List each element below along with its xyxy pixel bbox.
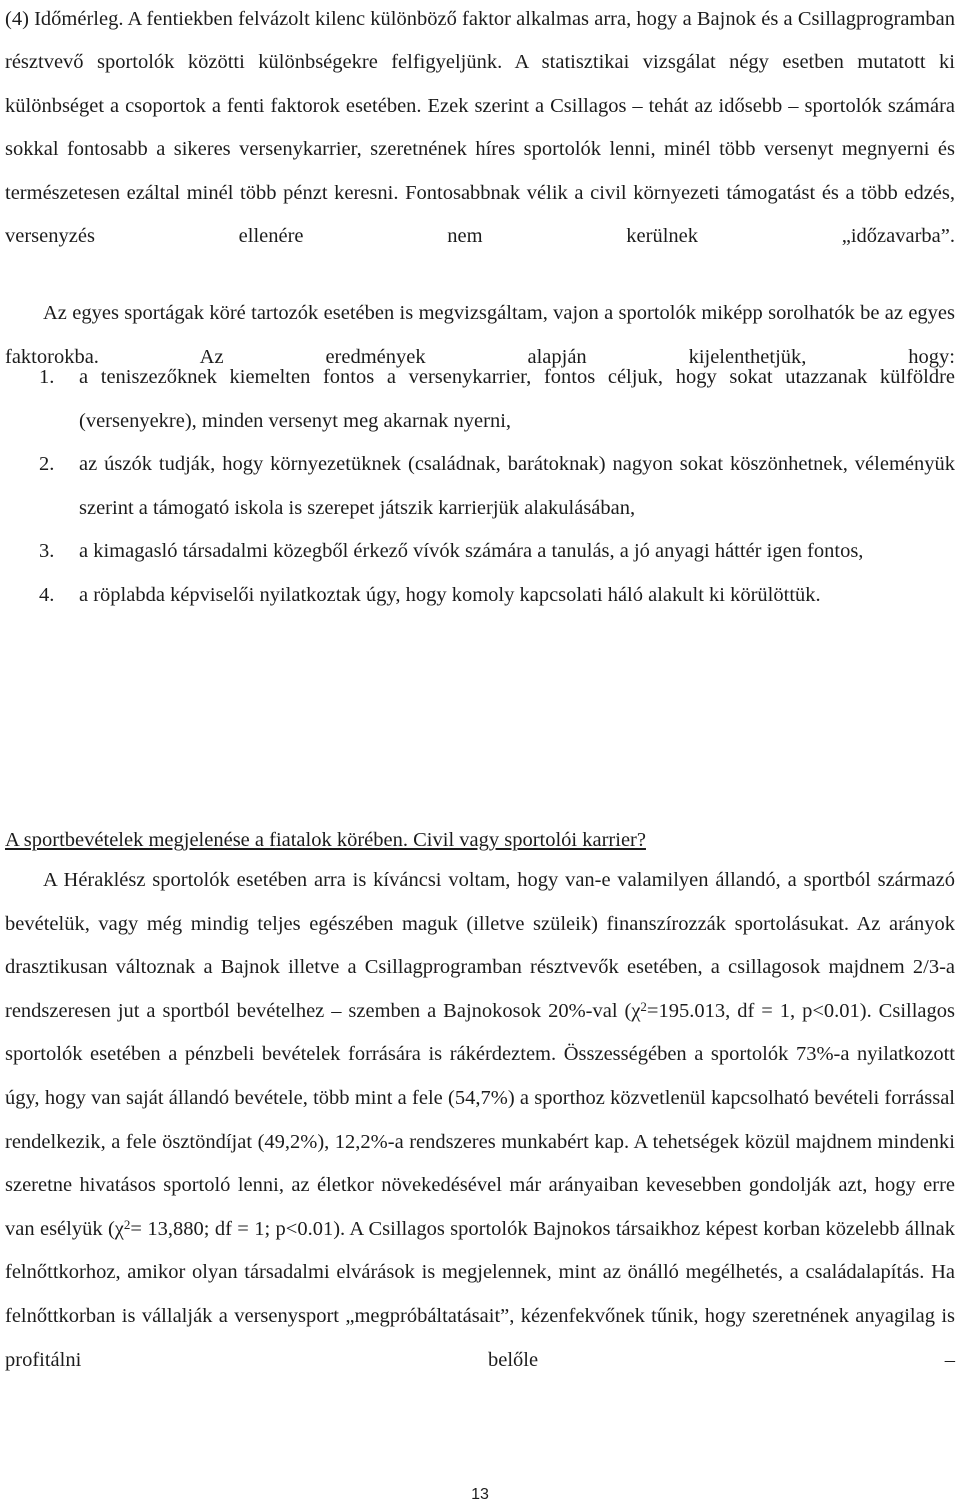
paragraph-sports-income [5,859,955,1382]
list-item [5,443,955,530]
list-item-text: a teniszezőknek kiemelten fontos a versenykarrier, fontos céljuk, hogy sokat utazzanak külföldre (versenyekre), minden versenyt meg akarnak nyerni, [79,366,955,432]
time-balance-support: Fontosabbnak vélik a civil környezeti támogatást és a több edzés, versenyzés ellenére nem kerülnek „időzavarba”. [5,181,956,248]
time-balance-intro: (4) Időmérleg. A fentiekben felvázolt kilenc különböző faktor alkalmas arra, hogy a Bajnok és a Csillagprogramban résztvevő sportolók közötti különbségekre felfigyeljünk. A statisztikai vizsgálat négy esetben mutatott ki különbséget a csoportok a fenti faktorok esetében. [5,8,955,117]
time-balance-findings: Ezek szerint a Csillagos – tehát az idősebb – sportolók számára sokkal fontosabb a sikeres versenykarrier, szeretnének híres sportolók lenni, minél több versenyt megnyerni és természetesen ezáltal minél több pénzt keresni. [5,94,956,204]
chi-square-superscript: 2 [640,998,647,1014]
list-item [5,530,955,574]
list-item-number: 4. [39,583,55,606]
sports-factors-intro: Az egyes sportágak köré tartozók esetében is megvizsgáltam, vajon a sportolók miképp sorolhatók be az egyes faktorokba. [5,302,955,368]
paragraph-time-balance [5,0,955,258]
section-heading: A sportbevételek megjelenése a fiatalok körében. Civil vagy sportolói karrier? [5,829,646,851]
sports-income-text-b: =195.013, df = 1, p<0.01). Csillagos sportolók esetében a pénzbeli bevételek forrására is rákérdeztem. Összességében a sportolók 73%-a nyilatkozott úgy, hogy van saját állandó bevétele, több mint a fele (54,7%) a sporthoz közvetlenül kapcsolható bevételi forrással rendelkezik, a fele ösztöndíjat (49,2%), 12,2%-a rendszeres munkabért kap. A tehetségek közül majdnem mindenki szeretne hivatásos sportoló lenni, az életkor növekedésével már arányaiban kevesebben gondolják azt, hogy erre van esélyük (χ [5,999,956,1240]
sports-factors-lead: Az eredmények alapján kijelenthetjük, hogy: [199,345,955,368]
list-item [5,356,955,443]
sports-income-text-c: = 13,880; df = 1; p<0.01). A Csillagos sportolók Bajnokos társaikhoz képest korban közelebb állnak felnőttkorhoz, amikor olyan társadalmi elvárások is megjelennek, mint az önálló megélhetés, a családalapítás. Ha felnőttkorban is vállalják a versenysport „megpróbáltatásait”, kézenfekvőnek tűnik, hogy szeretnének anyagilag is profitálni belőle – [5,1217,955,1371]
page-number: 13 [471,1486,489,1503]
findings-list [5,356,955,617]
list-item-text: a kimagasló társadalmi közegből érkező vívók számára a tanulás, a jó anyagi háttér igen fontos, [79,540,864,562]
chi-square-superscript: 2 [123,1216,131,1232]
list-item-number: 3. [39,540,55,562]
list-item-text: a röplabda képviselői nyilatkoztak úgy, hogy komoly kapcsolati háló alakult ki körülöttük. [79,583,821,606]
sports-income-text-a: A Héraklész sportolók esetében arra is kíváncsi voltam, hogy van-e valamilyen állandó, a sportból származó bevételük, vagy még mindig teljes egészében maguk (illetve szüleik) finanszírozzák sportolásukat. Az arányok drasztikusan változnak a Bajnok illetve a Csillagprogramban résztvevők esetében, a csillagosok majdnem 2/3-a rendszeresen jut a sportból bevételhez – szemben a Bajnokosok 20%-val (χ [5,869,955,1022]
list-item-number: 1. [39,366,55,388]
list-item-number: 2. [39,453,55,475]
list-item-text: az úszók tudják, hogy környezetüknek (családnak, barátoknak) nagyon sokat köszönhetnek, véleményük szerint a támogató iskola is szerepet játszik karrierjük alakulásában, [79,453,955,519]
list-item [5,574,955,618]
